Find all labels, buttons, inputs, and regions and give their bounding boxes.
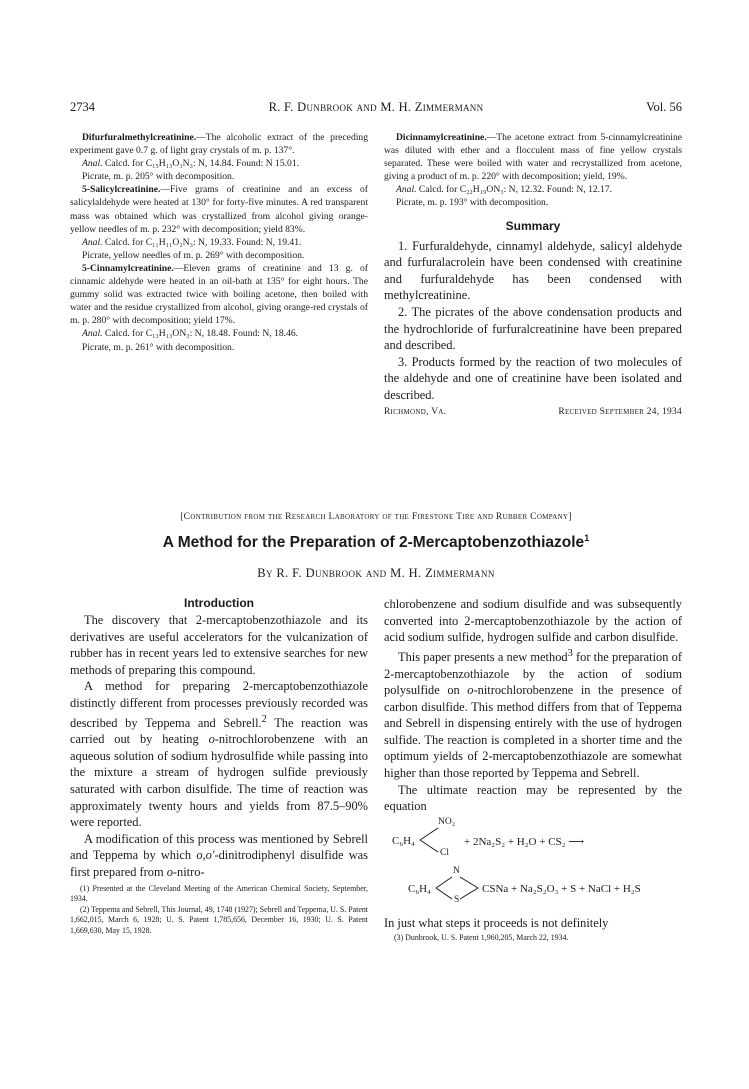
italic-prefix: o — [467, 683, 474, 698]
body-paragraph-1: chlorobenzene and sodium disulfide and was subsequently converted into 2-mercaptobenzothiazole by the action of acid sodium sulfide, hydrogen sulfide and carbon disulfide. — [384, 597, 682, 645]
location: Richmond, Va. — [384, 406, 447, 417]
paragraph-text: —The alcoholic extract of the preceding experiment gave 0.7 g. of light gray crystals of m. p. 137°. — [70, 132, 368, 157]
nitrogen-atom: N — [453, 865, 460, 876]
bottom-right-column — [384, 596, 682, 944]
top-left-column — [70, 131, 368, 354]
paragraph-text: -nitro- — [172, 865, 205, 880]
paragraph-text: —The acetone extract from 5-cinnamylcreatinine was diluted with ether and a flocculent mass of fine yellow crystals separated. These were boiled with water and recrystallized from acetone, giving a product of m. p. 220° with decomposition; yield, 19%. — [384, 132, 682, 183]
compound-heading: Dicinnamylcreatinine. — [396, 132, 487, 143]
article-title — [70, 533, 682, 552]
paragraph-text: This paper presents a new method — [398, 649, 568, 664]
nitro-group: NO₂ — [438, 816, 456, 827]
paragraph-text: The reaction was carried out by heating — [70, 715, 368, 747]
analysis-text: Calcd. for C₂₂H₁₉ON₃: N, 12.32. Found: N, 12.17. — [416, 184, 613, 196]
paragraph-text: A modification of this process was mentioned by Sebrell and Teppema by which — [70, 831, 368, 863]
footnotes-left — [70, 884, 368, 937]
analysis-text: Calcd. for C₁₃H₁₃ON₃: N, 18.48. Found: N, 18.46. — [102, 328, 299, 340]
paragraph-text: for the preparation of 2-mercaptobenzothiazole by the action of sodium polysulfide on — [384, 649, 682, 698]
top-right-column — [384, 131, 682, 417]
intro-paragraph-2 — [70, 678, 368, 830]
byline: By R. F. Dunbrook and M. H. Zimmermann — [257, 566, 495, 580]
analysis-text: Calcd. for C₁₁H₁₁O₂N₃: N, 19.33. Found: N, 19.41. — [102, 236, 302, 248]
products-rhs: CSNa + Na₂S₂O₃ + S + NaCl + H₂S — [482, 882, 641, 895]
footnote-1: (1) Presented at the Cleveland Meeting of the American Chemical Society, September, 1934. — [70, 883, 368, 904]
anal-label: Anal. — [82, 158, 103, 170]
picrate-line: Picrate, yellow needles of m. p. 269° with decomposition. — [82, 249, 305, 261]
received-date: Received September 24, 1934 — [558, 406, 682, 417]
compound-heading: Difurfuralmethylcreatinine. — [82, 132, 197, 143]
body-paragraph-2 — [384, 646, 682, 782]
body-paragraph-4: In just what steps it proceeds is not definitely — [384, 915, 609, 930]
picrate-line: Picrate, m. p. 193° with decomposition. — [396, 197, 549, 209]
analysis-line — [70, 327, 368, 340]
footnote-marker: 2 — [261, 713, 267, 725]
received-line — [384, 407, 682, 417]
sulfur-atom: S — [454, 894, 460, 905]
summary-item-2: 2. The picrates of the above condensation products and the hydrochloride of furfuralcreatinine have been prepared and described. — [384, 304, 682, 353]
intro-paragraph-1: The discovery that 2-mercaptobenzothiazole and its derivatives are useful accelerators for the vulcanization of rubber has in recent years led to extensive searches for new methods of preparing this compound. — [70, 613, 368, 677]
footnote-marker: 3 — [567, 647, 573, 659]
difurfural-paragraph — [70, 131, 368, 157]
benzene-ring-label: C₆H₄ — [408, 882, 431, 895]
italic-prefix: o,o' — [196, 848, 215, 863]
benzene-ring-label: C₆H₄ — [392, 834, 415, 847]
running-title: R. F. Dunbrook and M. H. Zimmermann — [268, 100, 484, 114]
title-footnote-marker: 1 — [584, 533, 590, 543]
bottom-left-column — [70, 596, 368, 937]
body-paragraph-3: The ultimate reaction may be represented by the equation — [384, 782, 682, 814]
footnotes-right — [384, 933, 682, 944]
footnote-3: (3) Dunbrook, U. S. Patent 1,960,205, March 22, 1934. — [394, 933, 569, 943]
paragraph-text: —Eleven grams of creatinine and 13 g. of cinnamic aldehyde were heated in an oil-bath at 135° for eight hours. The gummy solid was extracted twice with boiling acetone, then boiled with water and the residue crystallized from alcohol, giving orange-red crystals of m. p. 280° with decomposition; yield 17%. — [70, 262, 368, 327]
footnote-2: (2) Teppema and Sebrell, This Journal, 49, 1748 (1927); Sebrell and Teppema, U. S. Patent 1,662,015, March 6, 1928; U. S. Patent 1,785,656, December 16, 1930; U. S. Patent 1,669,630, May 15, 1928. — [70, 904, 368, 935]
analysis-line — [70, 236, 368, 249]
summary-item-3: 3. Products formed by the reaction of two molecules of the aldehyde and one of creatinine have been isolated and described. — [384, 354, 682, 402]
paragraph-text: —Five grams of creatinine and an excess of salicylaldehyde were heated at 130° for forty-five minutes. A red transparent mass was obtained which was crystallized from alcohol giving orange-yellow needles of m. p. 232° with decomposition; yield 83%. — [70, 184, 368, 235]
summary-item-1: 1. Furfuraldehyde, cinnamyl aldehyde, salicyl aldehyde and furfuralacrolein have been condensed with creatinine and furfuraldehyde has been condensed with methylcreatinine. — [384, 238, 682, 303]
paragraph-text: -nitrochlorobenzene in the presence of carbon disulfide. This method differs from that of Teppema and Sebrell in dispensing entirely with the use of hydrogen sulfide. The reaction is completed in a shorter time and the optimum yields of 2-mercaptobenzothiazole are somewhat higher than those reported by Teppema and Sebrell. — [384, 683, 682, 781]
picrate-line: Picrate, m. p. 261° with decomposition. — [82, 341, 235, 353]
volume-label: Vol. 56 — [646, 100, 682, 114]
analysis-line — [384, 183, 682, 196]
italic-prefix: o — [166, 865, 173, 880]
paragraph-text: -nitrochlorobenzene with an aqueous solution of sodium hydrosulfide while passing into the mixture a stream of hydrogen sulfide previously saturated with carbon disulfide. The time of reaction was approximately twenty hours and yields from 87.5–90% were reported. — [70, 732, 368, 830]
reactants-rhs: + 2Na₂S₂ + H₂O + CS₂ ⟶ — [464, 835, 585, 848]
introduction-heading: Introduction — [184, 596, 254, 610]
picrate-line: Picrate, m. p. 205° with decomposition. — [82, 171, 235, 183]
equation-products — [384, 867, 682, 911]
analysis-text: Calcd. for C₁₅H₁₃O₃N₃: N, 14.84. Found: N 15.01. — [102, 158, 300, 170]
dicinnamyl-paragraph — [384, 131, 682, 183]
equation-reactants — [384, 816, 682, 863]
contribution-note: [Contribution from the Research Laboratory of the Firestone Tire and Rubber Company] — [180, 511, 572, 522]
salicyl-paragraph — [70, 183, 368, 235]
analysis-line — [70, 157, 368, 170]
summary-heading: Summary — [505, 218, 561, 233]
page-number: 2734 — [70, 100, 95, 114]
article-title-text: A Method for the Preparation of 2-Mercaptobenzothiazole — [162, 534, 585, 552]
cinnamyl-paragraph — [70, 262, 368, 327]
paragraph-text: -dinitrodiphenyl disulfide was first prepared from — [70, 848, 368, 880]
compound-heading: 5-Cinnamylcreatinine. — [82, 262, 174, 274]
intro-paragraph-3 — [70, 831, 368, 881]
anal-label: Anal. — [396, 184, 417, 196]
italic-prefix: o — [208, 732, 215, 747]
anal-label: Anal. — [82, 328, 103, 340]
chloro-group: Cl — [440, 847, 449, 858]
paragraph-text: A method for preparing 2-mercaptobenzothiazole distinctly different from processes previously recorded was described by Teppema and Sebrell. — [70, 679, 368, 730]
anal-label: Anal. — [82, 236, 103, 248]
compound-heading: 5-Salicylcreatinine. — [82, 184, 161, 196]
